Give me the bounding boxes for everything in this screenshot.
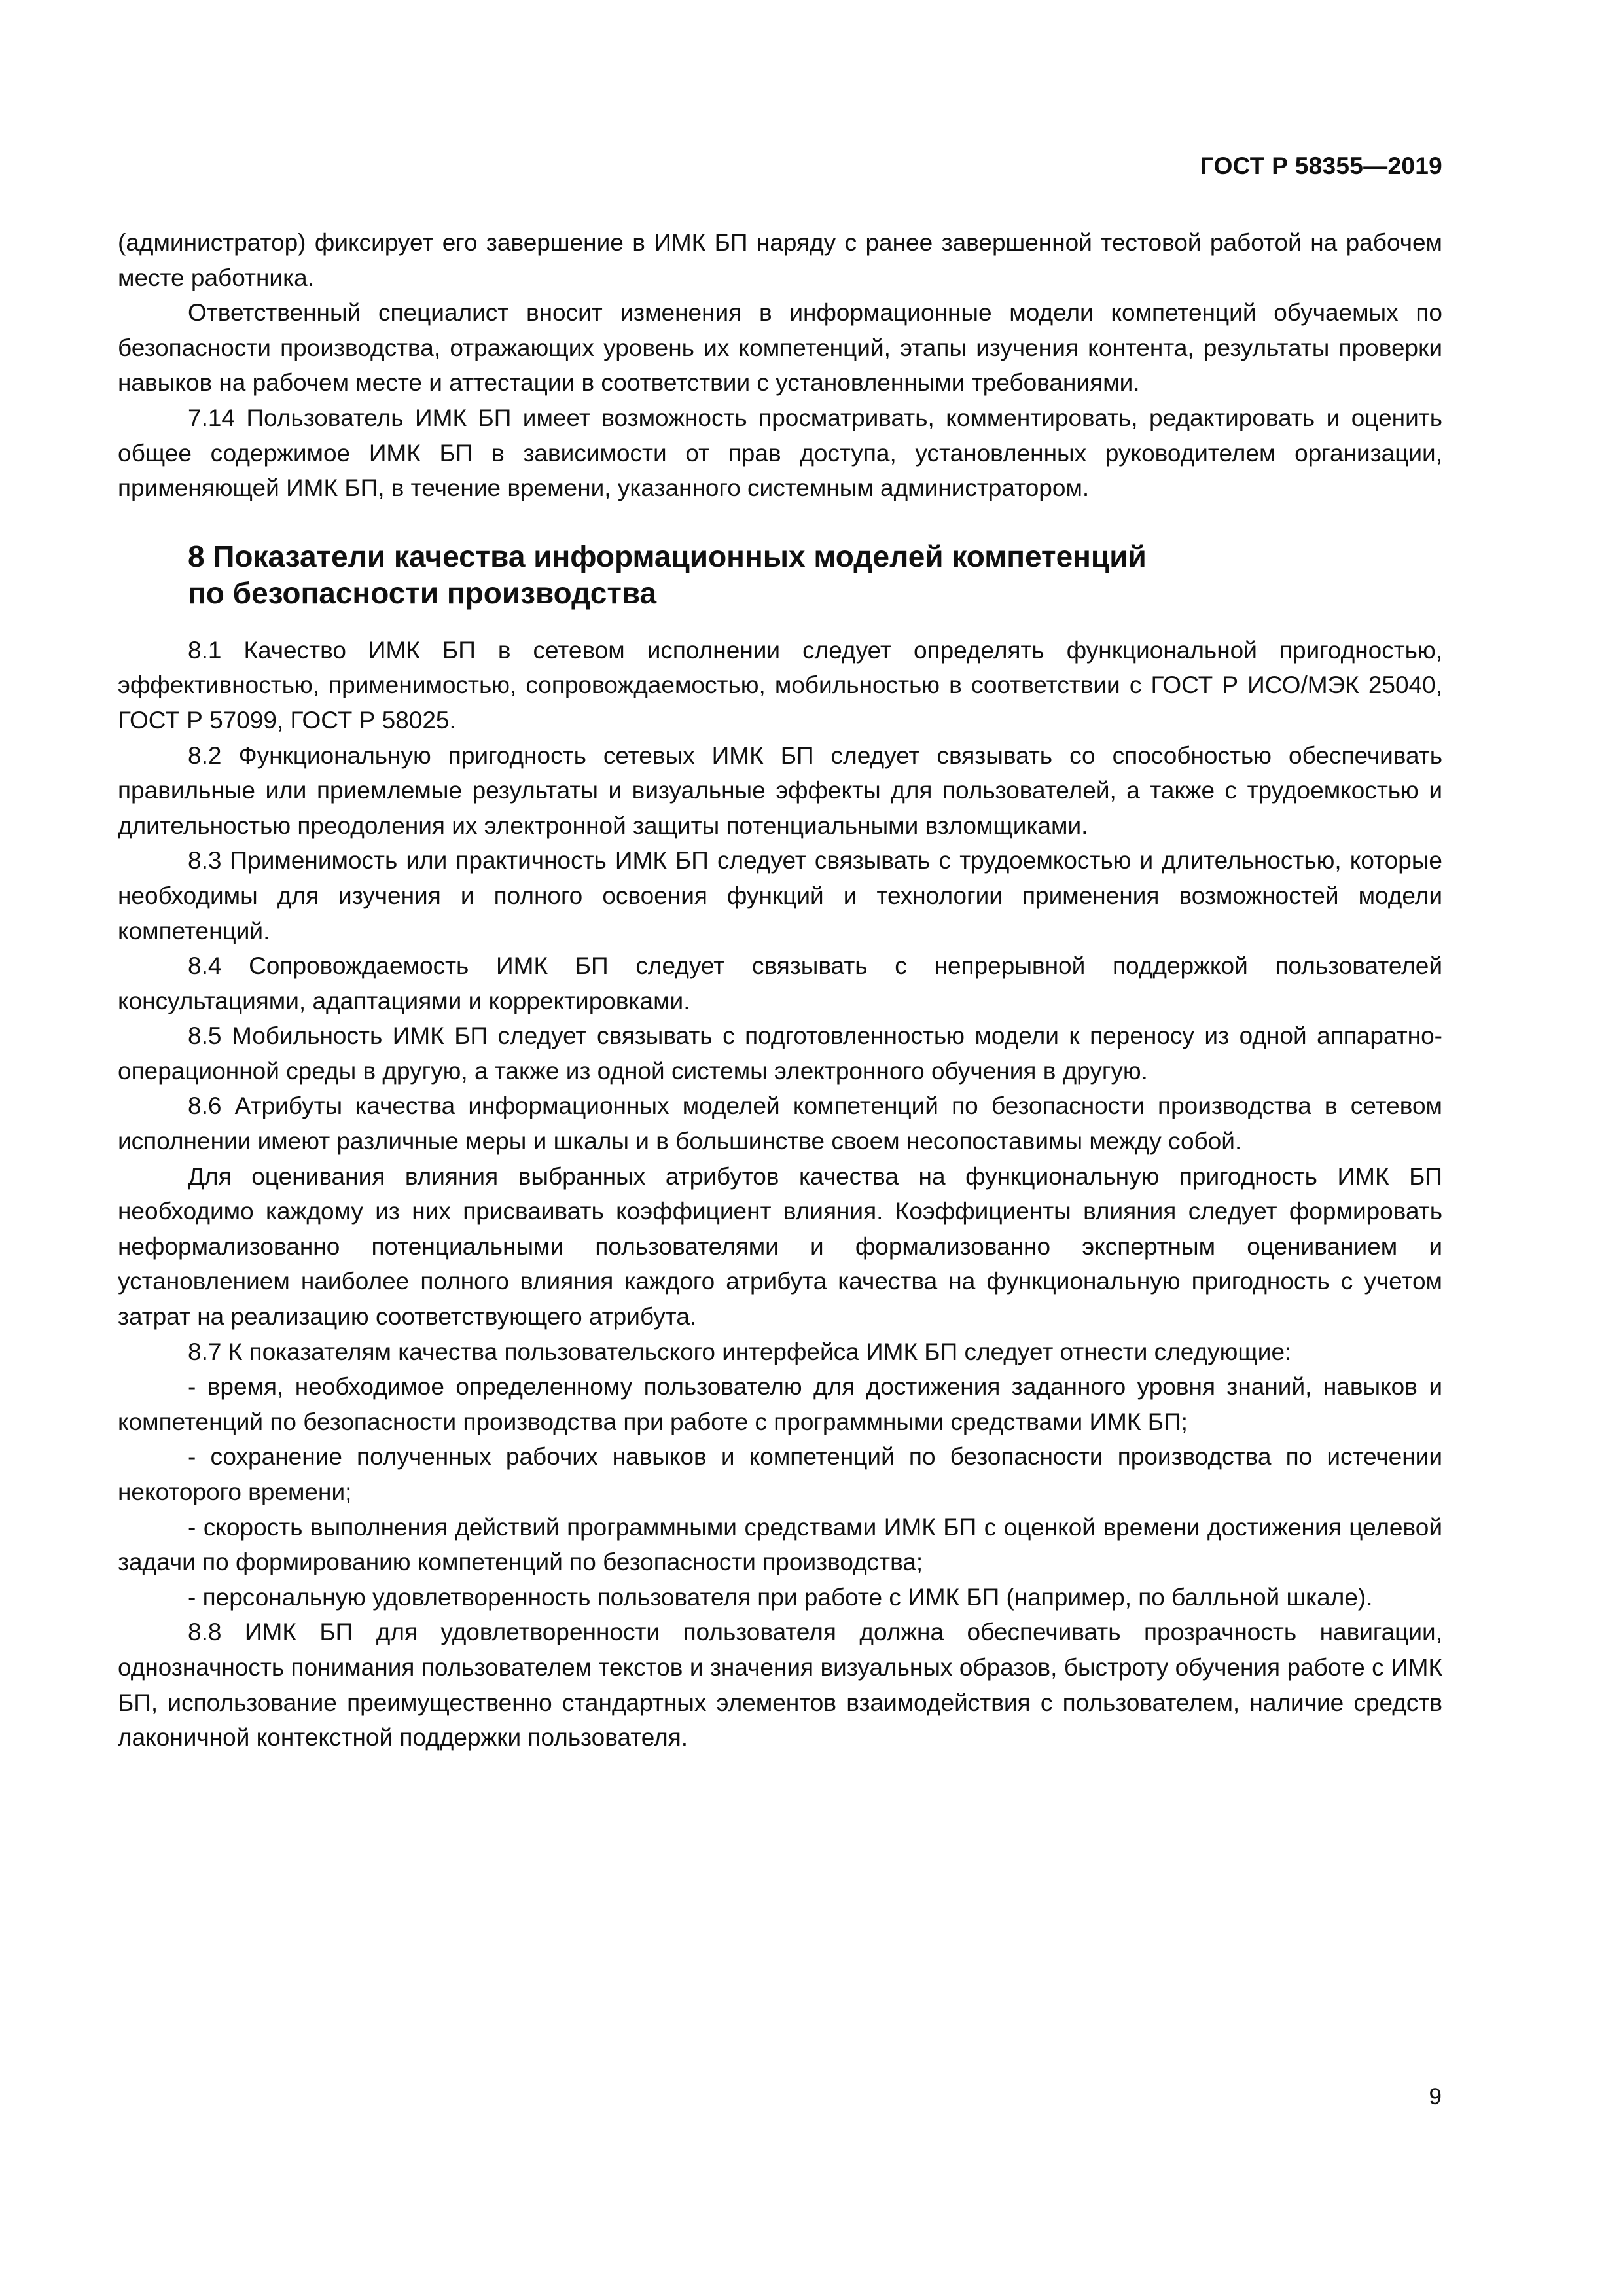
paragraph-influence-coefficients: Для оценивания влияния выбранных атрибутов качества на функциональную пригодность ИМК БП необходимо каждому из них присваивать коэффициент влияния. Коэффициенты влияния следует формировать неформализованно потенциальными пользователями и формализованно экспертным оцениванием и установлением наиболее полного влияния каждого атрибута качества на функциональную пригодность с учетом затрат на реализацию соответствующего атрибута. bbox=[118, 1162, 1442, 1331]
paragraph-8-3: 8.3 Применимость или практичность ИМК БП следует связывать с трудоемкостью и длительностью, которые необходимы для изучения и полного освоения функций и технологии применения возможностей модели компетенций. bbox=[118, 847, 1442, 944]
paragraph-continuation: (администратор) фиксирует его завершение в ИМК БП наряду с ранее завершенной тестовой работой на рабочем месте работника. bbox=[118, 229, 1442, 291]
page-content bbox=[118, 225, 1442, 1755]
section-title-line-2: по безопасности производства bbox=[188, 575, 657, 610]
section-title-line-1: 8 Показатели качества информационных моделей компетенций bbox=[188, 539, 1147, 573]
list-item-satisfaction: - персональную удовлетворенность пользователя при работе с ИМК БП (например, по балльной шкале). bbox=[188, 1583, 1373, 1611]
paragraph-8-5: 8.5 Мобильность ИМК БП следует связывать с подготовленностью модели к переносу из одной аппаратно-операционной среды в другую, а также из одной системы электронного обучения в другую. bbox=[118, 1022, 1442, 1085]
paragraph-7-14: 7.14 Пользователь ИМК БП имеет возможность просматривать, комментировать, редактировать и оценить общее содержимое ИМК БП в зависимости от прав доступа, установленных руководителем организации, применяющей ИМК БП, в течение времени, указанного системным администратором. bbox=[118, 404, 1442, 502]
page-number: 9 bbox=[1429, 2084, 1442, 2109]
paragraph-8-1: 8.1 Качество ИМК БП в сетевом исполнении следует определять функциональной пригодностью, эффективностью, применимостью, сопровождаемостью, мобильностью в соответствии с ГОСТ Р ИСО/МЭК 25040, ГОСТ Р 57099, ГОСТ Р 58025. bbox=[118, 636, 1442, 734]
paragraph-8-8: 8.8 ИМК БП для удовлетворенности пользователя должна обеспечивать прозрачность навигации, однозначность понимания пользователем текстов и значения визуальных образов, быстроту обучения работе с ИМК БП, использование преимущественно стандартных элементов взаимодействия с пользователем, наличие средств лаконичной контекстной поддержки пользователя. bbox=[118, 1619, 1442, 1751]
paragraph-8-4: 8.4 Сопровождаемость ИМК БП следует связывать с непрерывной поддержкой пользователей консультациями, адаптациями и корректировками. bbox=[118, 952, 1442, 1014]
paragraph-8-6: 8.6 Атрибуты качества информационных моделей компетенций по безопасности производства в сетевом исполнении имеют различные меры и шкалы и в большинстве своем несопоставимы между собой. bbox=[118, 1092, 1442, 1155]
document-header: ГОСТ Р 58355—2019 bbox=[1200, 152, 1442, 179]
paragraph-specialist-changes: Ответственный специалист вносит изменения в информационные модели компетенций обучаемых по безопасности производства, отражающих уровень их компетенций, этапы изучения контента, результаты проверки навыков на рабочем месте и аттестации в соответствии с установленными требованиями. bbox=[118, 299, 1442, 397]
paragraph-8-7: 8.7 К показателям качества пользовательского интерфейса ИМК БП следует отнести следующие: bbox=[188, 1338, 1292, 1365]
list-item-time: - время, необходимое определенному пользователю для достижения заданного уровня знаний, навыков и компетенций по безопасности производства при работе с программными средствами ИМК БП; bbox=[118, 1373, 1442, 1435]
list-item-retention: - сохранение полученных рабочих навыков и компетенций по безопасности производства по истечении некоторого времени; bbox=[118, 1443, 1442, 1505]
list-item-speed: - скорость выполнения действий программными средствами ИМК БП с оценкой времени достижения целевой задачи по формированию компетенций по безопасности производства; bbox=[118, 1513, 1442, 1576]
section-8-title bbox=[118, 538, 1313, 611]
paragraph-8-2: 8.2 Функциональную пригодность сетевых ИМК БП следует связывать со способностью обеспечивать правильные или приемлемые результаты и визуальные эффекты для пользователей, а также с трудоемкостью и длительностью преодоления их электронной защиты потенциальными взломщиками. bbox=[118, 742, 1442, 839]
